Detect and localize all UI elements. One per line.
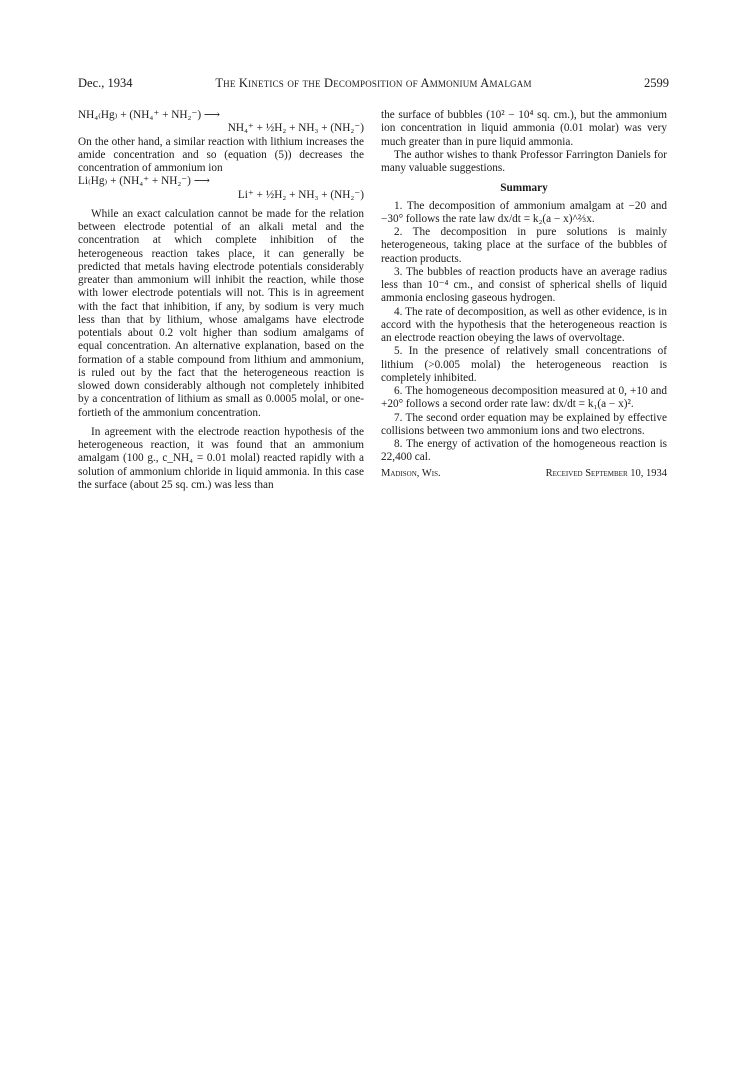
summary-item: 3. The bubbles of reaction products have an average radius less than 10⁻⁴ cm., and consist of spherical shells of liquid ammonia enclosing gaseous hydrogen. bbox=[381, 265, 667, 305]
journal-page bbox=[78, 76, 669, 491]
received-line bbox=[381, 467, 667, 480]
summary-item: 7. The second order equation may be explained by effective collisions between two ammonium ions and two electrons. bbox=[381, 411, 667, 437]
header-title: The Kinetics of the Decomposition of Ammonium Amalgam bbox=[215, 76, 532, 90]
summary-heading: Summary bbox=[500, 182, 548, 195]
header-date: Dec., 1934 bbox=[78, 76, 133, 90]
summary-item: 4. The rate of decomposition, as well as other evidence, is in accord with the hypothesis that the heterogeneous reaction is an electrode reaction obeying the laws of overvoltage. bbox=[381, 305, 667, 344]
page-number: 2599 bbox=[644, 76, 669, 90]
left-column bbox=[78, 109, 364, 492]
paragraph-acknowledgement: The author wishes to thank Professor Farrington Daniels for many valuable suggestions. bbox=[381, 148, 667, 174]
paragraph-lithium-reaction: On the other hand, a similar reaction with lithium increases the amide concentration and so (equation (5)) decreases the concentration of ammonium ion bbox=[78, 135, 364, 174]
paragraph-electrode-hypothesis: In agreement with the electrode reaction hypothesis of the heterogeneous reaction, it was found that an ammonium amalgam (100 g., c_NH₄ = 0.01 molal) reacted rapidly with a solution of ammonium chloride in liquid ammonia. In this case the surface (about 25 sq. cm.) was less than bbox=[78, 425, 364, 491]
running-header bbox=[78, 76, 669, 94]
received-date: Received September 10, 1934 bbox=[545, 467, 667, 479]
summary-item: 5. In the presence of relatively small concentrations of lithium (>0.005 molal) the heterogeneous reaction is completely inhibited. bbox=[381, 345, 667, 384]
equation-ammonium-line1: NH₄₍Hg₎ + (NH₄⁺ + NH₂⁻) ⟶ bbox=[78, 109, 221, 121]
summary-item: 8. The energy of activation of the homogeneous reaction is 22,400 cal. bbox=[381, 438, 667, 464]
summary-item: 2. The decomposition in pure solutions is mainly heterogeneous, taking place at the surface of the bubbles of reaction products. bbox=[381, 226, 667, 265]
equation-ammonium-line2: NH₄⁺ + ½H₂ + NH₃ + (NH₂⁻) bbox=[227, 122, 364, 135]
paragraph-continuation: the surface of bubbles (10² − 10⁴ sq. cm.), but the ammonium ion concentration in liquid ammonia (0.01 molar) was very much greater than in pure liquid ammonia. bbox=[381, 109, 667, 148]
author-location: Madison, Wis. bbox=[381, 467, 441, 479]
right-column bbox=[381, 109, 667, 480]
equation-lithium-line1: Li₍Hg₎ + (NH₄⁺ + NH₂⁻) ⟶ bbox=[78, 175, 210, 188]
equation-lithium-line2: Li⁺ + ½H₂ + NH₃ + (NH₂⁻) bbox=[237, 188, 364, 201]
summary-item: 1. The decomposition of ammonium amalgam at −20 and −30° follows the rate law dx/dt = k₂(a − x)^⅔x. bbox=[381, 199, 667, 225]
paragraph-electrode-potential: While an exact calculation cannot be made for the relation between electrode potential of an alkali metal and the concentration at which complete inhibition of the heterogeneous reaction takes place, it can generally be predicted that metals having electrode potentials considerably greater than ammonium will inhibit the reaction, while those with lower electrode potentials will not. This is in agreement with the fact that inhibition, if any, by sodium is very much less than that by lithium, whose amalgams have electrode potentials about 0.2 volt higher than sodium amalgams of equal concentration. An alternative explanation, based on the formation of a stable compound from lithium and ammonium, is ruled out by the fact that the heterogeneous reaction is slowed down considerably although not completely inhibited by a concentration of lithium as small as 0.0005 molal, or one-fortieth of the ammonium concentration. bbox=[78, 207, 364, 419]
summary-item: 6. The homogeneous decomposition measured at 0, +10 and +20° follows a second order rate law: dx/dt = k₁(a − x)². bbox=[381, 385, 667, 411]
